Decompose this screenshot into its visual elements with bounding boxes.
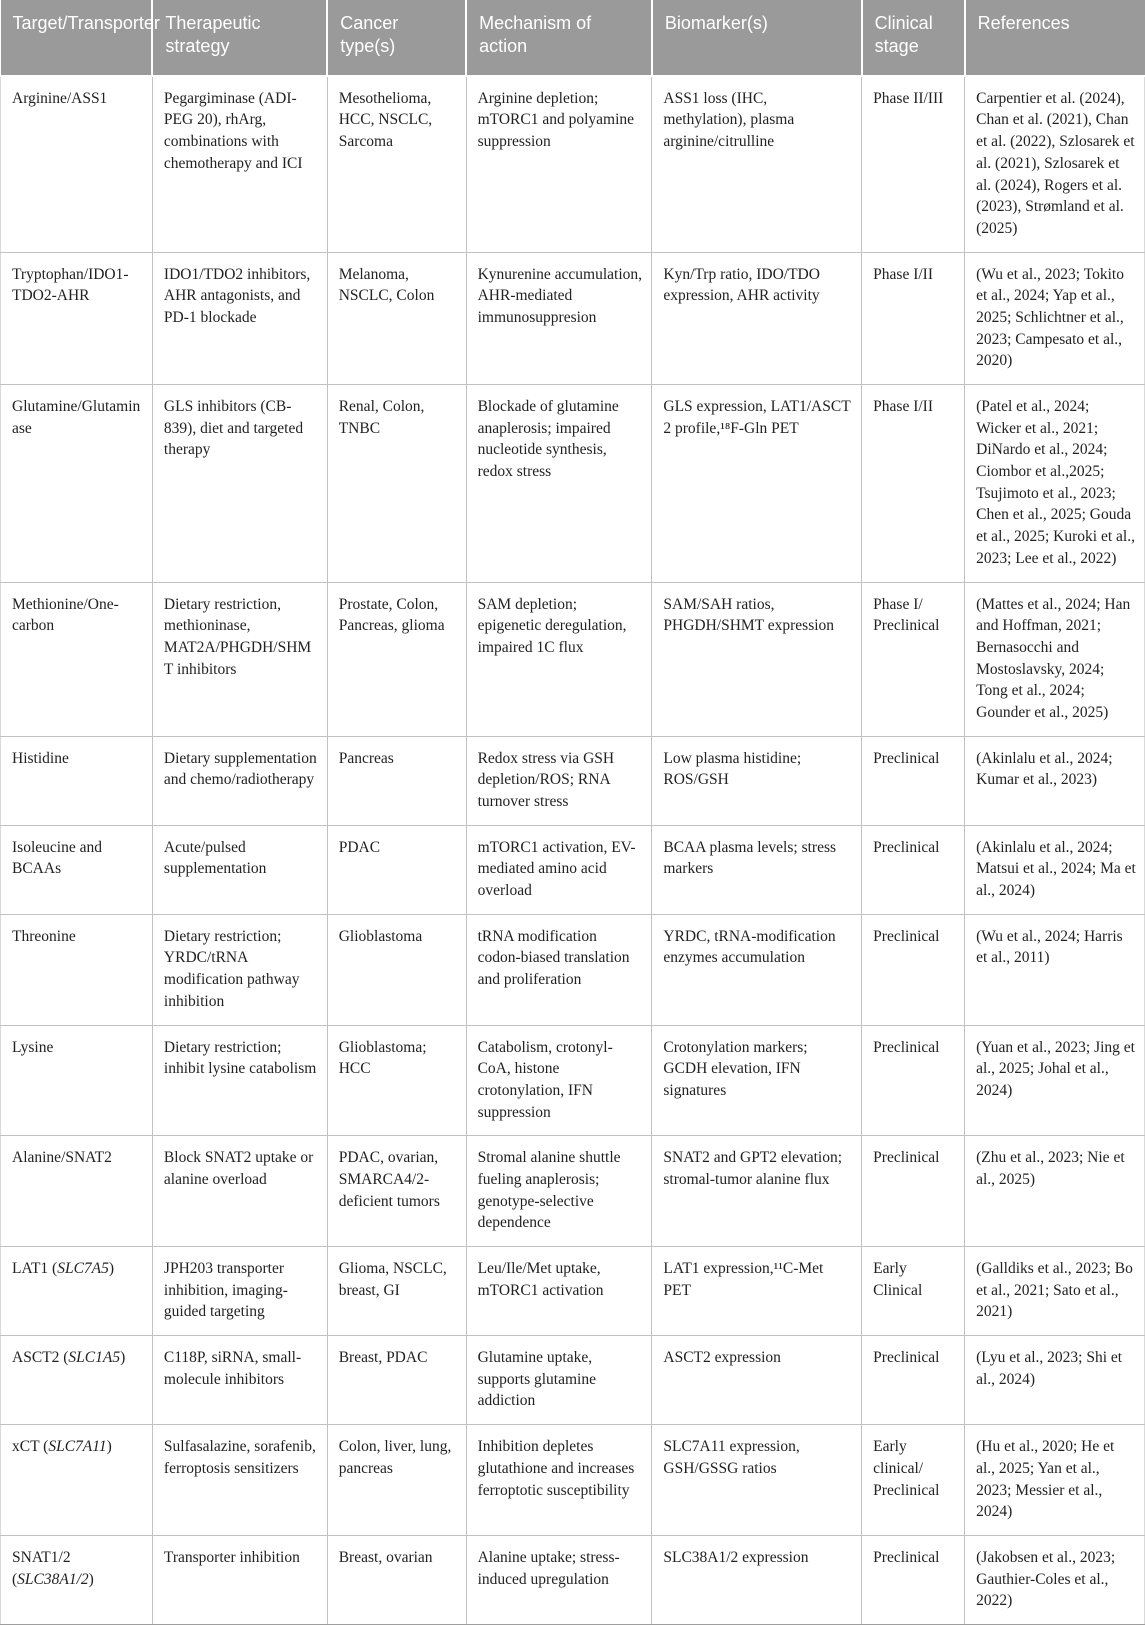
cell-stage: Preclinical: [862, 736, 965, 825]
column-header-cancer: Cancer type(s): [327, 0, 466, 76]
gene-name-italic: SLC38A1/2: [17, 1570, 89, 1588]
cell-stage: Preclinical: [862, 914, 965, 1025]
table-row: [1, 1025, 1145, 1136]
cell-text: ): [108, 1260, 115, 1278]
table-row: [1, 582, 1145, 736]
cell-stage: Preclinical: [862, 825, 965, 914]
cell-mechanism: Inhibition depletes glutathione and increases ferroptotic susceptibility: [466, 1425, 652, 1536]
cell-biomarker: ASCT2 expression: [652, 1336, 862, 1425]
cell-biomarker: SNAT2 and GPT2 elevation; stromal-tumor alanine flux: [652, 1136, 862, 1247]
table-row: [1, 252, 1145, 384]
cell-biomarker: BCAA plasma levels; stress markers: [652, 825, 862, 914]
cell-target: Tryptophan/IDO1-TDO2-AHR: [1, 252, 153, 384]
table-row: [1, 1535, 1145, 1624]
cell-mechanism: tRNA modification codon-biased translation and proliferation: [466, 914, 652, 1025]
cell-target: Histidine: [1, 736, 153, 825]
table-row: [1, 1136, 1145, 1247]
cell-references: (Lyu et al., 2023; Shi et al., 2024): [965, 1336, 1145, 1425]
cell-stage: Early clinical/ Preclinical: [862, 1425, 965, 1536]
cell-stage: Early Clinical: [862, 1247, 965, 1336]
cell-cancer: PDAC, ovarian, SMARCA4/2-deficient tumors: [327, 1136, 466, 1247]
cell-strategy: GLS inhibitors (CB-839), diet and targeted therapy: [152, 385, 327, 583]
cell-references: (Patel et al., 2024; Wicker et al., 2021; DiNardo et al., 2024; Ciombor et al.,2025; Tsujimoto et al., 2023; Chen et al., 2025; Gouda et al., 2025; Kuroki et al., 2023; Lee et al., 2022): [965, 385, 1145, 583]
cell-strategy: Dietary restriction, methioninase, MAT2A/PHGDH/SHMT inhibitors: [152, 582, 327, 736]
cell-cancer: Colon, liver, lung, pancreas: [327, 1425, 466, 1536]
cell-mechanism: Blockade of glutamine anaplerosis; impaired nucleotide synthesis, redox stress: [466, 385, 652, 583]
cell-strategy: Dietary restriction; YRDC/tRNA modification pathway inhibition: [152, 914, 327, 1025]
table-body: [1, 76, 1145, 1625]
cell-references: (Zhu et al., 2023; Nie et al., 2025): [965, 1136, 1145, 1247]
cell-biomarker: SLC38A1/2 expression: [652, 1535, 862, 1624]
cell-stage: Preclinical: [862, 1136, 965, 1247]
cell-text: LAT1 (: [12, 1260, 58, 1278]
cell-biomarker: SLC7A11 expression, GSH/GSSG ratios: [652, 1425, 862, 1536]
table-row: [1, 1336, 1145, 1425]
cell-strategy: Sulfasalazine, sorafenib, ferroptosis sensitizers: [152, 1425, 327, 1536]
cell-cancer: Glioma, NSCLC, breast, GI: [327, 1247, 466, 1336]
cell-references: (Akinlalu et al., 2024; Matsui et al., 2024; Ma et al., 2024): [965, 825, 1145, 914]
cell-target: Threonine: [1, 914, 153, 1025]
cell-stage: Phase I/ Preclinical: [862, 582, 965, 736]
cell-cancer: Pancreas: [327, 736, 466, 825]
cell-biomarker: ASS1 loss (IHC, methylation), plasma arginine/citrulline: [652, 76, 862, 252]
table-row: [1, 385, 1145, 583]
cell-strategy: Dietary supplementation and chemo/radiotherapy: [152, 736, 327, 825]
table-row: [1, 914, 1145, 1025]
cell-target: Isoleucine and BCAAs: [1, 825, 153, 914]
header-row: [1, 0, 1145, 76]
cell-target: Alanine/SNAT2: [1, 1136, 153, 1247]
cell-biomarker: Crotonylation markers; GCDH elevation, IFN signatures: [652, 1025, 862, 1136]
cell-text: ): [120, 1349, 126, 1367]
cell-biomarker: YRDC, tRNA-modification enzymes accumulation: [652, 914, 862, 1025]
cell-references: (Yuan et al., 2023; Jing et al., 2025; Johal et al., 2024): [965, 1025, 1145, 1136]
table-row: [1, 736, 1145, 825]
cell-mechanism: mTORC1 activation, EV-mediated amino acid overload: [466, 825, 652, 914]
cell-references: (Wu et al., 2023; Tokito et al., 2024; Yap et al., 2025; Schlichtner et al., 2023; Campesato et al., 2020): [965, 252, 1145, 384]
table-row: [1, 1425, 1145, 1536]
column-header-target: Target/Transporter: [1, 0, 153, 76]
cell-strategy: IDO1/TDO2 inhibitors, AHR antagonists, and PD-1 blockade: [152, 252, 327, 384]
cell-biomarker: SAM/SAH ratios, PHGDH/SHMT expression: [652, 582, 862, 736]
cell-mechanism: SAM depletion; epigenetic deregulation, impaired 1C flux: [466, 582, 652, 736]
column-header-references: References: [965, 0, 1145, 76]
cell-text: SNAT1/2 (: [12, 1548, 71, 1588]
cell-target: Arginine/ASS1: [1, 76, 153, 252]
cell-strategy: Pegargiminase (ADI-PEG 20), rhArg, combinations with chemotherapy and ICI: [152, 76, 327, 252]
cell-cancer: Breast, ovarian: [327, 1535, 466, 1624]
cell-cancer: Prostate, Colon, Pancreas, glioma: [327, 582, 466, 736]
cell-mechanism: Kynurenine accumulation, AHR-mediated immunosuppresion: [466, 252, 652, 384]
cell-strategy: Acute/pulsed supplementation: [152, 825, 327, 914]
cell-stage: Preclinical: [862, 1336, 965, 1425]
cell-cancer: Mesothelioma, HCC, NSCLC, Sarcoma: [327, 76, 466, 252]
cell-strategy: Transporter inhibition: [152, 1535, 327, 1624]
cell-stage: Phase I/II: [862, 385, 965, 583]
cell-target: Lysine: [1, 1025, 153, 1136]
table-header: [1, 0, 1145, 76]
cell-biomarker: GLS expression, LAT1/ASCT 2 profile,¹⁸F-Gln PET: [652, 385, 862, 583]
cell-text: ASCT2 (: [12, 1349, 69, 1367]
cell-target: Glutamine/Glutaminase: [1, 385, 153, 583]
cell-target: [1, 1336, 153, 1425]
cell-target: [1, 1425, 153, 1536]
cell-cancer: PDAC: [327, 825, 466, 914]
cell-cancer: Breast, PDAC: [327, 1336, 466, 1425]
cell-mechanism: Glutamine uptake, supports glutamine addiction: [466, 1336, 652, 1425]
cell-cancer: Renal, Colon, TNBC: [327, 385, 466, 583]
cell-mechanism: Redox stress via GSH depletion/ROS; RNA turnover stress: [466, 736, 652, 825]
cell-stage: Preclinical: [862, 1025, 965, 1136]
cell-strategy: Block SNAT2 uptake or alanine overload: [152, 1136, 327, 1247]
cell-references: Carpentier et al. (2024), Chan et al. (2021), Chan et al. (2022), Szlosarek et al. (2021), Szlosarek et al. (2024), Rogers et al. (2023), Strømland et al. (2025): [965, 76, 1145, 252]
column-header-mechanism: Mechanism of action: [466, 0, 652, 76]
cell-biomarker: Low plasma histidine; ROS/GSH: [652, 736, 862, 825]
table-row: [1, 825, 1145, 914]
gene-name-italic: SLC1A5: [68, 1349, 121, 1367]
cell-target: [1, 1535, 153, 1624]
cell-target: [1, 1247, 153, 1336]
cell-biomarker: Kyn/Trp ratio, IDO/TDO expression, AHR activity: [652, 252, 862, 384]
column-header-stage: Clinical stage: [862, 0, 965, 76]
cell-mechanism: Stromal alanine shuttle fueling anaplerosis; genotype-selective dependence: [466, 1136, 652, 1247]
cell-strategy: Dietary restriction; inhibit lysine catabolism: [152, 1025, 327, 1136]
cell-references: (Jakobsen et al., 2023; Gauthier-Coles et al., 2022): [965, 1535, 1145, 1624]
cell-target: Methionine/One-carbon: [1, 582, 153, 736]
cell-mechanism: Alanine uptake; stress-induced upregulation: [466, 1535, 652, 1624]
cell-references: (Hu et al., 2020; He et al., 2025; Yan et al., 2023; Messier et al., 2024): [965, 1425, 1145, 1536]
cell-text: ): [88, 1570, 94, 1588]
cell-cancer: Glioblastoma: [327, 914, 466, 1025]
gene-name-italic: SLC7A5: [57, 1260, 109, 1278]
cell-strategy: JPH203 transporter inhibition, imaging-guided targeting: [152, 1247, 327, 1336]
cell-references: (Galldiks et al., 2023; Bo et al., 2021; Sato et al., 2021): [965, 1247, 1145, 1336]
cell-mechanism: Catabolism, crotonyl-CoA, histone crotonylation, IFN suppression: [466, 1025, 652, 1136]
cell-cancer: Glioblastoma; HCC: [327, 1025, 466, 1136]
cell-stage: Preclinical: [862, 1535, 965, 1624]
cell-biomarker: LAT1 expression,¹¹C-Met PET: [652, 1247, 862, 1336]
table-row: [1, 76, 1145, 252]
cell-stage: Phase II/III: [862, 76, 965, 252]
gene-name-italic: SLC7A11: [48, 1438, 107, 1456]
cell-references: (Akinlalu et al., 2024; Kumar et al., 2023): [965, 736, 1145, 825]
table-row: [1, 1247, 1145, 1336]
cell-strategy: C118P, siRNA, small-molecule inhibitors: [152, 1336, 327, 1425]
cell-mechanism: Arginine depletion; mTORC1 and polyamine suppression: [466, 76, 652, 252]
column-header-strategy: Therapeutic strategy: [152, 0, 327, 76]
cell-text: ): [106, 1438, 112, 1456]
cell-stage: Phase I/II: [862, 252, 965, 384]
cell-text: xCT (: [12, 1438, 49, 1456]
cell-references: (Mattes et al., 2024; Han and Hoffman, 2021; Bernasocchi and Mostoslavsky, 2024; Tong et al., 2024; Gounder et al., 2025): [965, 582, 1145, 736]
cell-mechanism: Leu/Ile/Met uptake, mTORC1 activation: [466, 1247, 652, 1336]
cell-cancer: Melanoma, NSCLC, Colon: [327, 252, 466, 384]
cell-references: (Wu et al., 2024; Harris et al., 2011): [965, 914, 1145, 1025]
column-header-biomarker: Biomarker(s): [652, 0, 862, 76]
